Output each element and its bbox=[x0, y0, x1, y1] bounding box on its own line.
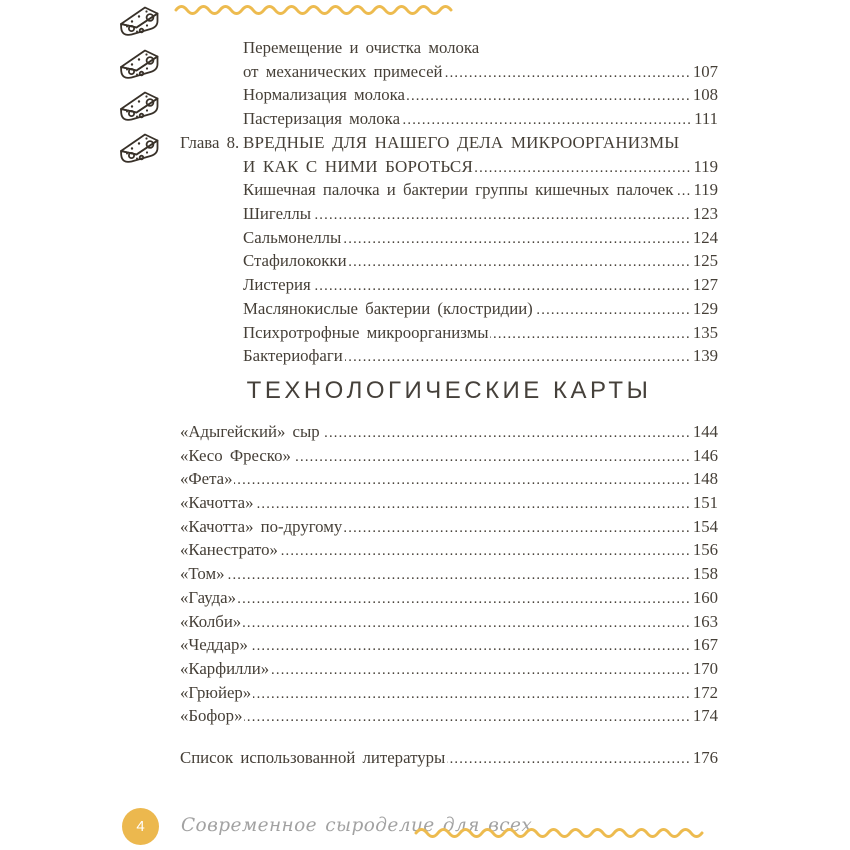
toc-entry-label: «Грюйер» bbox=[180, 682, 252, 702]
cheese-icon bbox=[119, 47, 159, 80]
toc-entry[interactable] bbox=[180, 538, 718, 562]
toc-entry[interactable] bbox=[180, 586, 718, 610]
toc-entry-label: Пастеризация молока bbox=[243, 109, 401, 129]
dot-leader bbox=[344, 515, 691, 541]
toc-entry[interactable] bbox=[180, 746, 718, 770]
toc-entry-page: 139 bbox=[692, 346, 718, 366]
toc-entry-page: 127 bbox=[692, 275, 718, 295]
toc-entry-page: 151 bbox=[692, 493, 718, 513]
dot-leader bbox=[475, 155, 691, 181]
toc-entry-page: 135 bbox=[692, 322, 718, 342]
dot-leader bbox=[244, 704, 690, 730]
toc-section-milk bbox=[180, 36, 718, 131]
toc-entry[interactable] bbox=[180, 515, 718, 539]
toc-entry[interactable] bbox=[180, 36, 718, 60]
toc-entry[interactable] bbox=[180, 107, 718, 131]
dot-leader bbox=[345, 344, 691, 370]
toc-entry[interactable] bbox=[180, 610, 718, 634]
dot-leader bbox=[280, 538, 691, 564]
toc-entry-page: 146 bbox=[692, 445, 718, 465]
toc-entry-page: 124 bbox=[692, 227, 718, 247]
toc-entry-label: Маслянокислые бактерии (клостридии) bbox=[243, 298, 533, 318]
toc-entry[interactable] bbox=[180, 681, 718, 705]
toc-chapter-entry[interactable] bbox=[180, 155, 718, 179]
toc-entry-page: 160 bbox=[692, 587, 718, 607]
toc-entry-label: Перемещение и очистка молока bbox=[243, 38, 480, 57]
cheese-icon bbox=[119, 4, 159, 37]
chapter-title-line1: ВРЕДНЫЕ ДЛЯ НАШЕГО ДЕЛА МИКРООРГАНИЗМЫ bbox=[243, 133, 680, 152]
toc-entry-page: 107 bbox=[692, 61, 718, 81]
toc-entry-label: Сальмонеллы bbox=[243, 227, 342, 247]
toc-entry-label: Список использованной литературы bbox=[180, 748, 446, 767]
dot-leader bbox=[675, 178, 691, 204]
dot-leader bbox=[234, 467, 690, 493]
toc-entry-label: «Качотта» bbox=[180, 493, 254, 513]
toc-entry-label: «Гауда» bbox=[180, 587, 236, 607]
dot-leader bbox=[343, 226, 691, 252]
toc-entry[interactable] bbox=[180, 273, 718, 297]
toc-entry-label: «Колби» bbox=[180, 611, 242, 631]
toc-section-bibliography bbox=[180, 746, 718, 770]
toc-entry-label: «Том» bbox=[180, 564, 225, 584]
toc-entry[interactable] bbox=[180, 633, 718, 657]
dot-leader bbox=[445, 60, 691, 86]
toc-entry-page: 158 bbox=[692, 564, 718, 584]
toc-entry-page: 174 bbox=[692, 706, 718, 726]
cheese-icon bbox=[119, 89, 159, 122]
dot-leader bbox=[293, 444, 691, 470]
toc-entry-page: 125 bbox=[692, 251, 718, 271]
toc-entry-label: «Адыгейский» сыр bbox=[180, 422, 320, 441]
toc-entry-label: «Качотта» по-другому bbox=[180, 516, 343, 536]
toc-entry[interactable] bbox=[180, 562, 718, 586]
toc-section-tech-cards bbox=[180, 420, 718, 728]
dot-leader bbox=[447, 746, 691, 772]
toc-entry-page: 156 bbox=[692, 540, 718, 560]
toc-entry[interactable] bbox=[180, 491, 718, 515]
toc-entry[interactable] bbox=[180, 297, 718, 321]
wave-ornament-top bbox=[174, 2, 464, 16]
dot-leader bbox=[271, 657, 691, 683]
toc-entry-label: Кишечная палочка и бактерии группы кишечных палочек bbox=[243, 180, 674, 200]
toc-entry[interactable] bbox=[180, 249, 718, 273]
toc-entry-page: 163 bbox=[692, 611, 718, 631]
toc-entry[interactable] bbox=[180, 704, 718, 728]
dot-leader bbox=[253, 681, 691, 707]
dot-leader bbox=[226, 562, 690, 588]
toc-entry-page: 170 bbox=[692, 658, 718, 678]
toc-entry-page: 119 bbox=[693, 180, 718, 200]
toc-entry[interactable] bbox=[180, 444, 718, 468]
section-heading: ТЕХНОЛОГИЧЕСКИЕ КАРТЫ bbox=[246, 377, 652, 404]
toc-chapter-entry[interactable] bbox=[180, 131, 718, 155]
toc-entry-label: «Кесо Фреско» bbox=[180, 445, 291, 465]
toc-entry[interactable] bbox=[180, 344, 718, 368]
toc-entry-label: «Бофор» bbox=[180, 706, 243, 726]
toc-entry[interactable] bbox=[180, 657, 718, 681]
toc-entry[interactable] bbox=[180, 60, 718, 84]
toc-entry-label: Листерия bbox=[243, 275, 311, 295]
dot-leader bbox=[250, 633, 691, 659]
wave-ornament-bottom bbox=[414, 825, 715, 839]
toc-entry-label: от механических примесей bbox=[243, 61, 443, 81]
running-book-title: Современное сыроделие для всех bbox=[181, 815, 533, 836]
page-number: 4 bbox=[136, 818, 145, 835]
toc-section-chapter8 bbox=[180, 131, 718, 368]
dot-leader bbox=[243, 610, 691, 636]
dot-leader bbox=[313, 273, 691, 299]
toc-entry-label: «Карфилли» bbox=[180, 658, 270, 678]
toc-entry-label: «Чеддар» bbox=[180, 635, 248, 655]
toc-entry-page: 172 bbox=[692, 682, 718, 702]
toc-entry-page: 144 bbox=[692, 422, 718, 441]
toc-entry-page: 167 bbox=[692, 635, 718, 655]
dot-leader bbox=[313, 202, 691, 228]
dot-leader bbox=[490, 321, 690, 347]
toc-entry[interactable] bbox=[180, 178, 718, 202]
toc-entry-label: Психротрофные микроорганизмы bbox=[243, 322, 489, 342]
cheese-icon bbox=[119, 131, 159, 164]
dot-leader bbox=[407, 83, 691, 109]
toc-entry[interactable] bbox=[180, 202, 718, 226]
toc-entry[interactable] bbox=[180, 420, 718, 444]
chapter-title-line2: И КАК С НИМИ БОРОТЬСЯ bbox=[243, 156, 473, 176]
toc-entry-label: Шигеллы bbox=[243, 204, 312, 224]
toc-entry-page: 129 bbox=[692, 298, 718, 318]
toc-entry-page: 123 bbox=[692, 204, 718, 224]
toc-entry-page: 154 bbox=[692, 516, 718, 536]
toc-entry-label: Нормализация молока bbox=[243, 85, 405, 105]
toc-entry-page: 148 bbox=[692, 469, 718, 489]
toc-entry-label: «Канестрато» bbox=[180, 540, 278, 560]
toc-entry-page: 176 bbox=[692, 748, 718, 767]
toc-entry-label: Стафилококки bbox=[243, 251, 347, 271]
dot-leader bbox=[238, 586, 691, 612]
chapter-number-label: Глава 8. bbox=[180, 133, 240, 152]
dot-leader bbox=[402, 107, 692, 133]
dot-leader bbox=[255, 491, 690, 517]
toc-entry-page: 108 bbox=[692, 85, 718, 105]
toc-entry-label: «Фета» bbox=[180, 469, 233, 489]
dot-leader bbox=[322, 420, 691, 446]
page-number-badge bbox=[122, 808, 159, 845]
toc-entry[interactable] bbox=[180, 321, 718, 345]
dot-leader bbox=[535, 297, 691, 323]
toc-entry[interactable] bbox=[180, 83, 718, 107]
toc-entry[interactable] bbox=[180, 467, 718, 491]
toc-entry[interactable] bbox=[180, 226, 718, 250]
dot-leader bbox=[349, 249, 691, 275]
toc-entry-label: Бактериофаги bbox=[243, 346, 343, 366]
toc-entry-page: 111 bbox=[694, 109, 718, 129]
toc-entry-page: 119 bbox=[693, 156, 718, 176]
